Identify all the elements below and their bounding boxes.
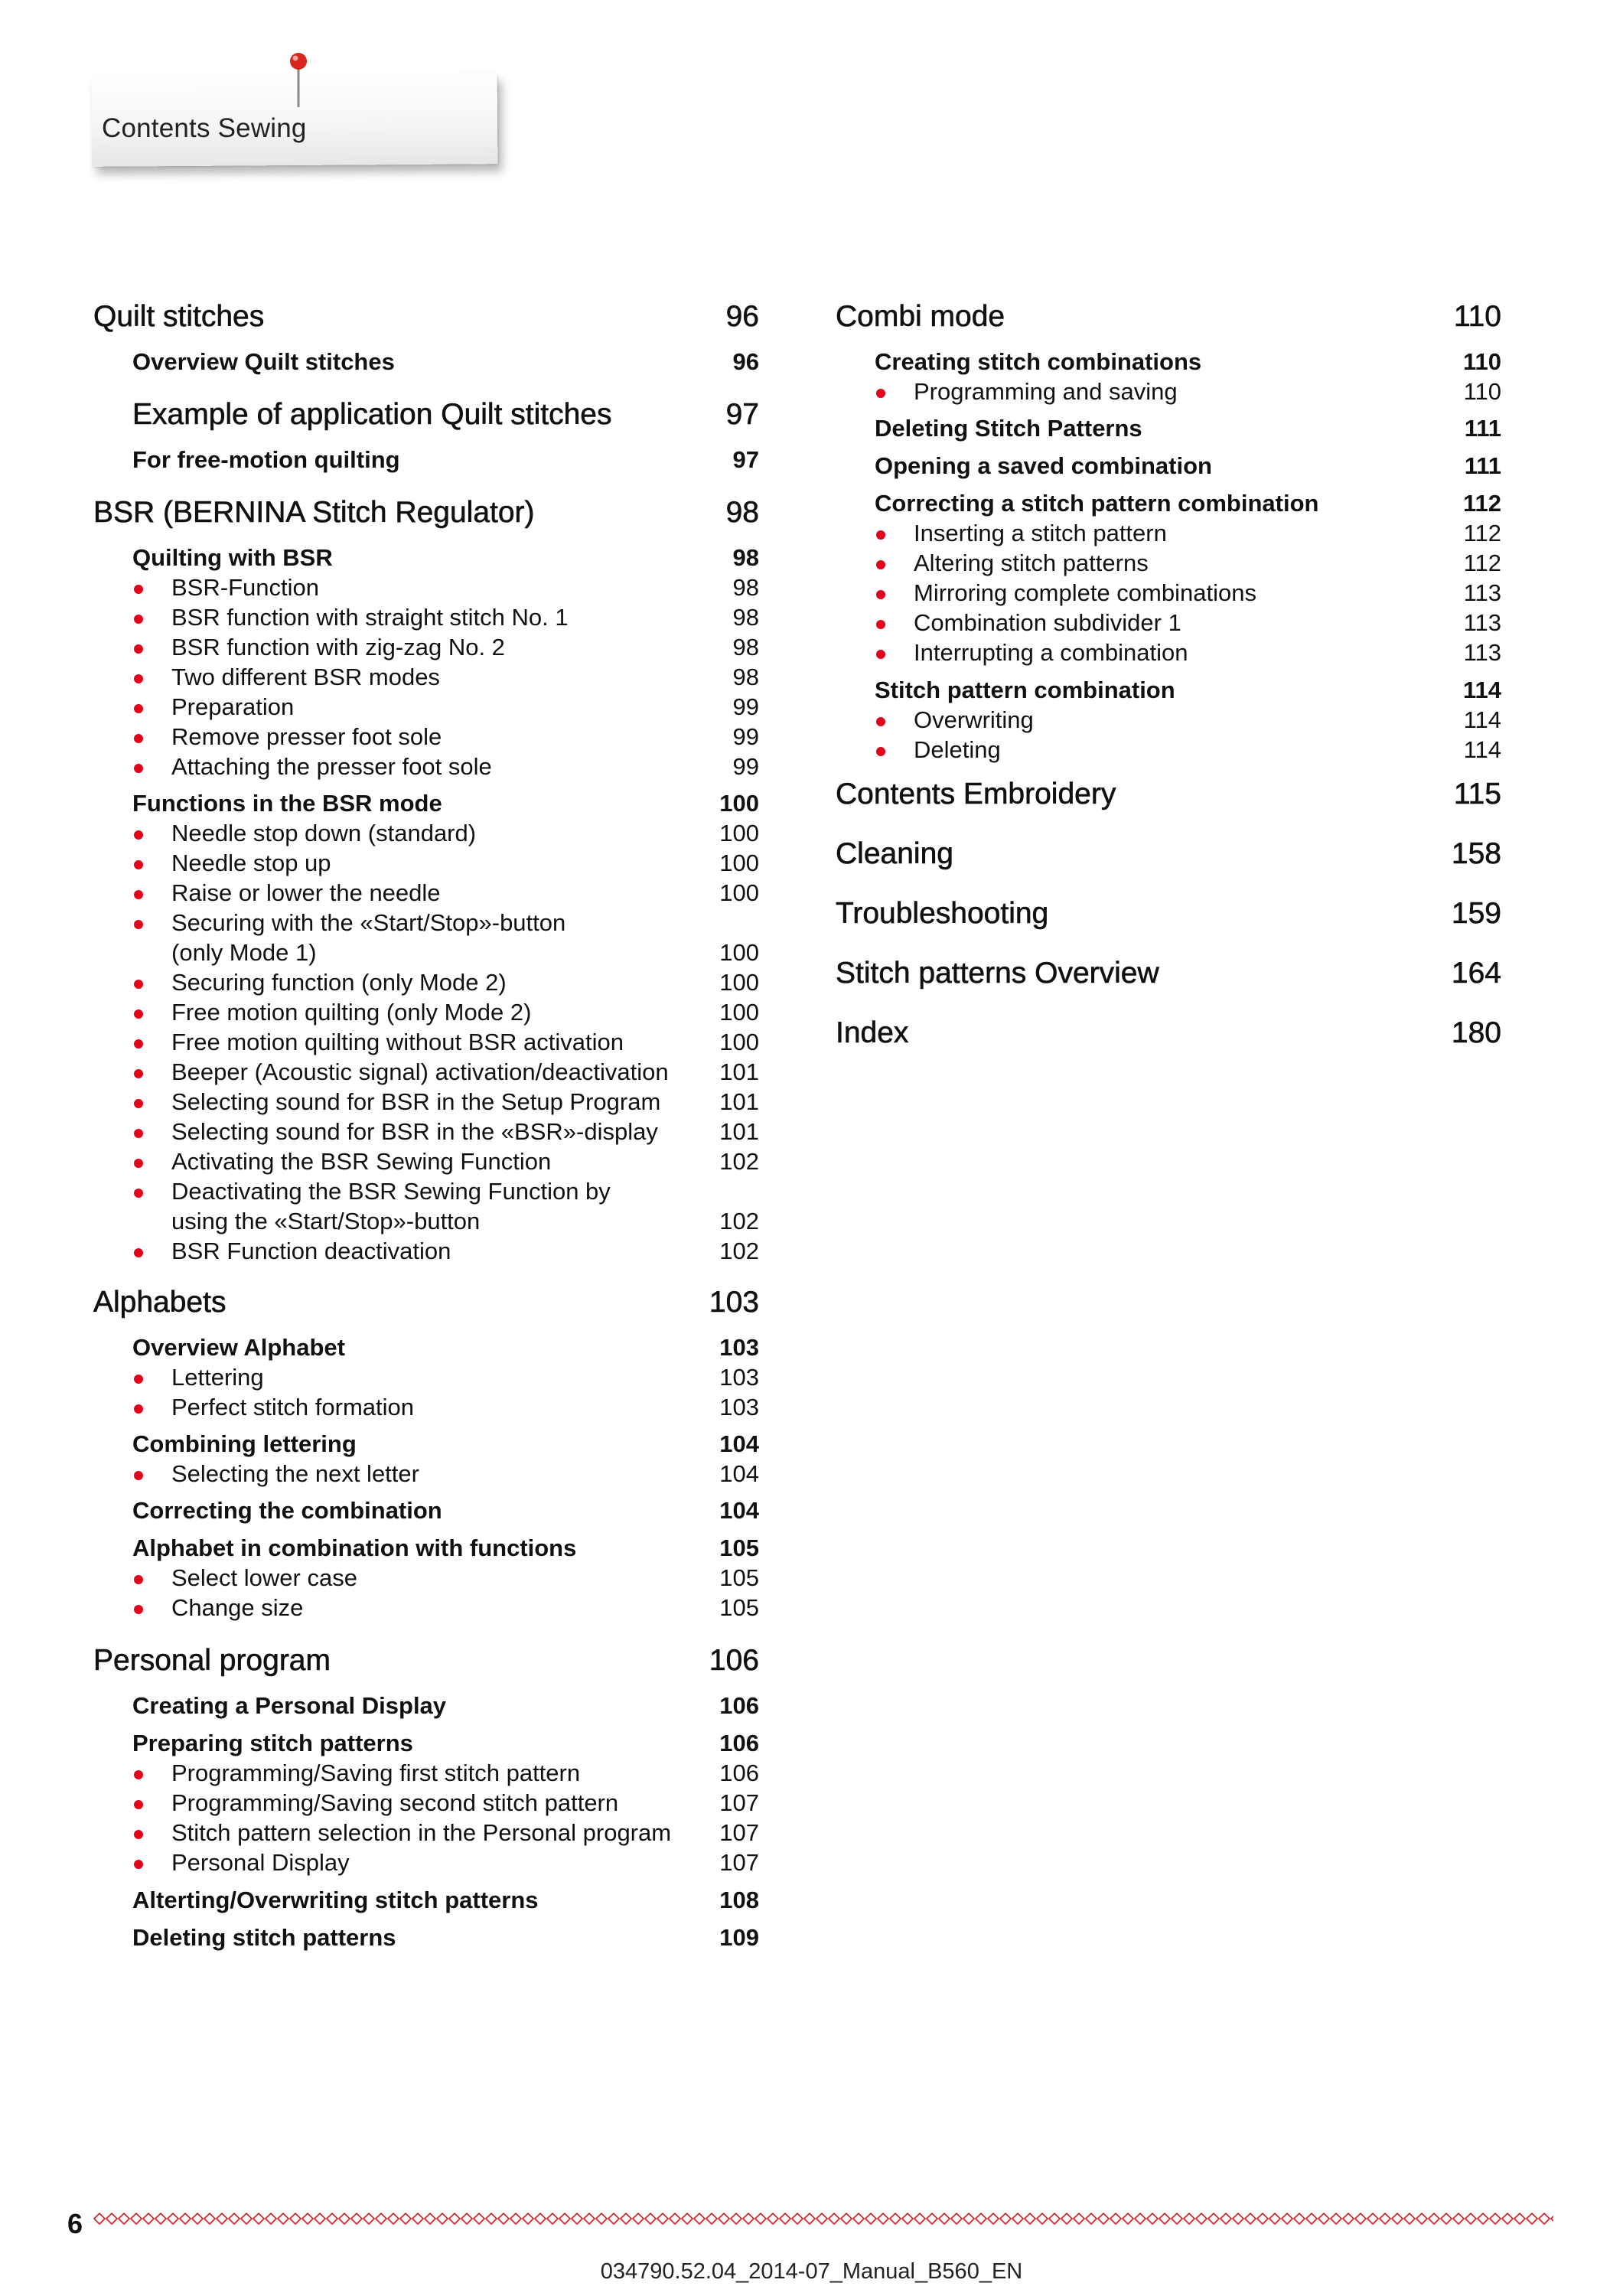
toc-item[interactable] (93, 1148, 759, 1176)
toc-item[interactable] (93, 850, 759, 877)
toc-item[interactable] (93, 1760, 759, 1787)
toc-item[interactable] (836, 550, 1501, 577)
toc-page: 102 (719, 1208, 759, 1234)
toc-title: Index (836, 1016, 909, 1049)
toc-item[interactable] (93, 1118, 759, 1146)
toc-item[interactable] (836, 520, 1501, 547)
toc-page: 98 (732, 634, 759, 660)
toc-title: Functions in the BSR mode (132, 790, 442, 817)
toc-title: Inserting a stitch pattern (836, 520, 1464, 547)
toc-title: Programming/Saving first stitch pattern (93, 1760, 719, 1787)
toc-item[interactable] (93, 1789, 759, 1817)
toc-page: 99 (732, 753, 759, 780)
header-title: Contents Sewing (102, 113, 307, 143)
toc-title: Remove presser foot sole (93, 723, 733, 751)
toc-item[interactable] (93, 664, 759, 691)
toc-entry[interactable] (836, 452, 1501, 480)
toc-page: 104 (719, 1460, 759, 1487)
toc-page: 180 (1451, 1016, 1501, 1049)
toc-title: Creating a Personal Display (132, 1692, 447, 1719)
toc-item[interactable] (93, 1819, 759, 1847)
toc-page: 110 (1453, 300, 1501, 333)
toc-entry[interactable] (93, 1887, 759, 1914)
toc-page: 113 (1463, 609, 1501, 636)
toc-title: Needle stop down (standard) (93, 820, 719, 847)
toc-entry[interactable] (93, 398, 759, 432)
toc-title: Alphabets (93, 1286, 227, 1319)
toc-title: Preparation (93, 693, 733, 721)
toc-page: 100 (719, 850, 759, 876)
toc-page: 105 (719, 1564, 759, 1591)
toc-item[interactable] (93, 634, 759, 661)
toc-title: Attaching the presser foot sole (93, 753, 733, 781)
toc-entry[interactable] (836, 677, 1501, 704)
toc-page: 109 (719, 1924, 759, 1951)
toc-title: Altering stitch patterns (836, 550, 1464, 577)
toc-page: 98 (725, 496, 759, 529)
toc-title: Overwriting (836, 706, 1464, 734)
toc-title: Combining lettering (132, 1430, 357, 1457)
toc-page: 158 (1451, 837, 1501, 870)
toc-title: Preparing stitch patterns (132, 1730, 413, 1756)
toc-item[interactable] (93, 1849, 759, 1877)
toc-title: Securing function (only Mode 2) (93, 969, 719, 996)
toc-entry[interactable] (836, 490, 1501, 517)
toc-title: For free-motion quilting (132, 446, 400, 473)
toc-entry[interactable] (93, 1924, 759, 1952)
toc-entry[interactable] (93, 790, 759, 817)
toc-page: 106 (719, 1692, 759, 1719)
toc-title: Stitch pattern combination (875, 677, 1175, 703)
toc-page: 101 (719, 1088, 759, 1115)
toc-page: 112 (1463, 520, 1501, 546)
toc-page: 114 (1463, 706, 1501, 733)
toc-page: 107 (719, 1849, 759, 1876)
toc-title: Needle stop up (93, 850, 719, 877)
toc-entry[interactable] (93, 1534, 759, 1562)
toc-title: Select lower case (93, 1564, 719, 1592)
toc-entry[interactable] (836, 957, 1501, 990)
toc-title: Perfect stitch formation (93, 1394, 719, 1421)
toc-page: 106 (719, 1760, 759, 1786)
toc-entry[interactable] (93, 1286, 759, 1319)
toc-title: Two different BSR modes (93, 664, 733, 691)
toc-page: 110 (1463, 378, 1501, 405)
toc-item[interactable] (93, 1594, 759, 1622)
toc-page: 115 (1453, 778, 1501, 810)
toc-page: 107 (719, 1789, 759, 1816)
toc-item[interactable] (836, 609, 1501, 637)
toc-title: BSR-Function (93, 574, 733, 602)
toc-page: 100 (719, 790, 759, 817)
toc-title: (only Mode 1) (171, 939, 317, 966)
toc-item[interactable] (93, 693, 759, 721)
toc-page: 99 (732, 723, 759, 750)
toc-title: Creating stitch combinations (875, 348, 1202, 375)
toc-page: 159 (1451, 897, 1501, 930)
toc-page: 108 (719, 1887, 759, 1913)
footer-document-code: 034790.52.04_2014-07_Manual_B560_EN (600, 2259, 1023, 2284)
toc-page: 112 (1463, 550, 1501, 576)
toc-entry[interactable] (93, 1334, 759, 1362)
toc-item[interactable] (93, 753, 759, 781)
toc-title: Quilt stitches (93, 300, 265, 333)
toc-page: 100 (719, 820, 759, 846)
toc-page: 98 (732, 544, 759, 571)
toc-item[interactable] (836, 378, 1501, 406)
toc-item[interactable] (836, 639, 1501, 667)
toc-title: Overview Alphabet (132, 1334, 345, 1361)
toc-title: BSR (BERNINA Stitch Regulator) (93, 496, 535, 529)
toc-title: Overview Quilt stitches (132, 348, 395, 375)
toc-title: Change size (93, 1594, 719, 1622)
toc-entry[interactable] (93, 496, 759, 530)
toc-item[interactable] (836, 579, 1501, 607)
toc-item[interactable] (93, 969, 759, 996)
toc-title: Mirroring complete combinations (836, 579, 1464, 607)
toc-page: 101 (719, 1118, 759, 1145)
toc-item-continuation[interactable] (93, 1208, 759, 1235)
toc-entry[interactable] (93, 1430, 759, 1458)
toc-entry[interactable] (836, 415, 1501, 442)
toc-page: 102 (719, 1238, 759, 1264)
page-number: 6 (67, 2208, 83, 2239)
toc-page: 105 (719, 1594, 759, 1621)
toc-page: 98 (732, 664, 759, 690)
diamond-border-line (93, 2210, 1553, 2227)
toc-page: 103 (719, 1334, 759, 1361)
toc-item[interactable] (836, 736, 1501, 764)
toc-page: 113 (1463, 639, 1501, 666)
toc-page: 98 (732, 604, 759, 631)
toc-entry[interactable] (836, 897, 1501, 931)
toc-title: Deleting Stitch Patterns (875, 415, 1142, 442)
toc-page: 111 (1464, 452, 1501, 479)
toc-title: Programming and saving (836, 378, 1464, 406)
toc-page: 106 (709, 1644, 759, 1677)
toc-item[interactable] (93, 1364, 759, 1391)
toc-title: Deleting stitch patterns (132, 1924, 396, 1951)
toc-title: Alterting/Overwriting stitch patterns (132, 1887, 539, 1913)
toc-title: Correcting the combination (132, 1497, 442, 1524)
toc-entry[interactable] (93, 1497, 759, 1525)
toc-item[interactable] (93, 1564, 759, 1592)
toc-title: Selecting sound for BSR in the «BSR»-display (93, 1118, 719, 1146)
toc-title: Activating the BSR Sewing Function (93, 1148, 719, 1176)
toc-title: Troubleshooting (836, 897, 1049, 930)
toc-page: 97 (732, 446, 759, 473)
toc-title: Personal program (93, 1644, 331, 1677)
toc-page: 97 (725, 398, 759, 431)
toc-title: Stitch patterns Overview (836, 957, 1159, 990)
toc-entry[interactable] (836, 300, 1501, 334)
pushpin-icon (285, 51, 312, 110)
toc-page: 114 (1462, 677, 1501, 703)
toc-title: BSR function with straight stitch No. 1 (93, 604, 733, 631)
toc-page: 100 (719, 939, 759, 966)
toc-item[interactable] (93, 1088, 759, 1116)
toc-page: 107 (719, 1819, 759, 1846)
toc-page: 96 (725, 300, 759, 333)
toc-title: Example of application Quilt stitches (132, 398, 612, 431)
toc-item-continuation[interactable] (93, 939, 759, 967)
toc-page: 114 (1463, 736, 1501, 763)
toc-entry[interactable] (93, 1644, 759, 1678)
toc-item[interactable] (93, 1460, 759, 1488)
toc-page: 99 (732, 693, 759, 720)
toc-title: Raise or lower the needle (93, 879, 719, 907)
toc-page: 164 (1451, 957, 1501, 990)
toc-title: Combi mode (836, 300, 1005, 333)
toc-page: 100 (719, 969, 759, 996)
toc-item[interactable] (93, 604, 759, 631)
toc-title: Beeper (Acoustic signal) activation/deactivation (93, 1058, 719, 1086)
toc-entry[interactable] (836, 348, 1501, 376)
toc-entry[interactable] (836, 1016, 1501, 1050)
toc-title: Stitch pattern selection in the Personal program (93, 1819, 719, 1847)
toc-page: 106 (719, 1730, 759, 1756)
toc-page: 100 (719, 999, 759, 1026)
toc-title: BSR function with zig-zag No. 2 (93, 634, 733, 661)
toc-title: Free motion quilting without BSR activation (93, 1029, 719, 1056)
toc-title: Quilting with BSR (132, 544, 333, 571)
toc-title: Alphabet in combination with functions (132, 1534, 577, 1561)
toc-title: Interrupting a combination (836, 639, 1464, 667)
toc-item[interactable] (93, 1238, 759, 1265)
toc-page: 104 (719, 1497, 759, 1524)
toc-entry[interactable] (93, 300, 759, 334)
toc-page: 96 (732, 348, 759, 375)
toc-title: Securing with the «Start/Stop»-button (93, 909, 759, 937)
toc-item[interactable] (93, 1178, 759, 1205)
toc-entry[interactable] (93, 348, 759, 376)
toc-title: Deleting (836, 736, 1464, 764)
toc-item[interactable] (836, 706, 1501, 734)
toc-entry[interactable] (93, 544, 759, 572)
toc-item[interactable] (93, 1058, 759, 1086)
toc-entry[interactable] (836, 837, 1501, 871)
toc-title: Deactivating the BSR Sewing Function by (93, 1178, 759, 1205)
toc-page: 105 (719, 1534, 759, 1561)
toc-page: 100 (719, 1029, 759, 1055)
toc-page: 101 (719, 1058, 759, 1085)
toc-title: Lettering (93, 1364, 719, 1391)
toc-page: 103 (709, 1286, 759, 1319)
toc-title: Selecting the next letter (93, 1460, 719, 1488)
toc-entry[interactable] (93, 1730, 759, 1757)
toc-page: 112 (1462, 490, 1501, 517)
toc-page: 111 (1464, 415, 1501, 442)
toc-item[interactable] (93, 1394, 759, 1421)
toc-title: using the «Start/Stop»-button (171, 1208, 481, 1234)
toc-title: Cleaning (836, 837, 953, 870)
toc-page: 103 (719, 1364, 759, 1391)
toc-item[interactable] (93, 879, 759, 907)
toc-title: Opening a saved combination (875, 452, 1212, 479)
toc-page: 100 (719, 879, 759, 906)
toc-item[interactable] (93, 723, 759, 751)
toc-item[interactable] (93, 909, 759, 937)
toc-item[interactable] (93, 820, 759, 847)
toc-title: Combination subdivider 1 (836, 609, 1464, 637)
toc-entry[interactable] (93, 1692, 759, 1720)
toc-entry[interactable] (93, 446, 759, 474)
toc-item[interactable] (93, 999, 759, 1026)
toc-page: 102 (719, 1148, 759, 1175)
toc-page: 113 (1463, 579, 1501, 606)
toc-title: Selecting sound for BSR in the Setup Program (93, 1088, 719, 1116)
toc-item[interactable] (93, 574, 759, 602)
toc-page: 110 (1462, 348, 1501, 375)
toc-page: 98 (732, 574, 759, 601)
toc-title: Programming/Saving second stitch pattern (93, 1789, 719, 1817)
toc-item[interactable] (93, 1029, 759, 1056)
toc-entry[interactable] (836, 778, 1501, 811)
toc-title: Correcting a stitch pattern combination (875, 490, 1319, 517)
toc-title: Free motion quilting (only Mode 2) (93, 999, 719, 1026)
toc-page: 103 (719, 1394, 759, 1420)
toc-title: Personal Display (93, 1849, 719, 1877)
toc-title: BSR Function deactivation (93, 1238, 719, 1265)
toc-page: 104 (719, 1430, 759, 1457)
toc-title: Contents Embroidery (836, 778, 1116, 810)
